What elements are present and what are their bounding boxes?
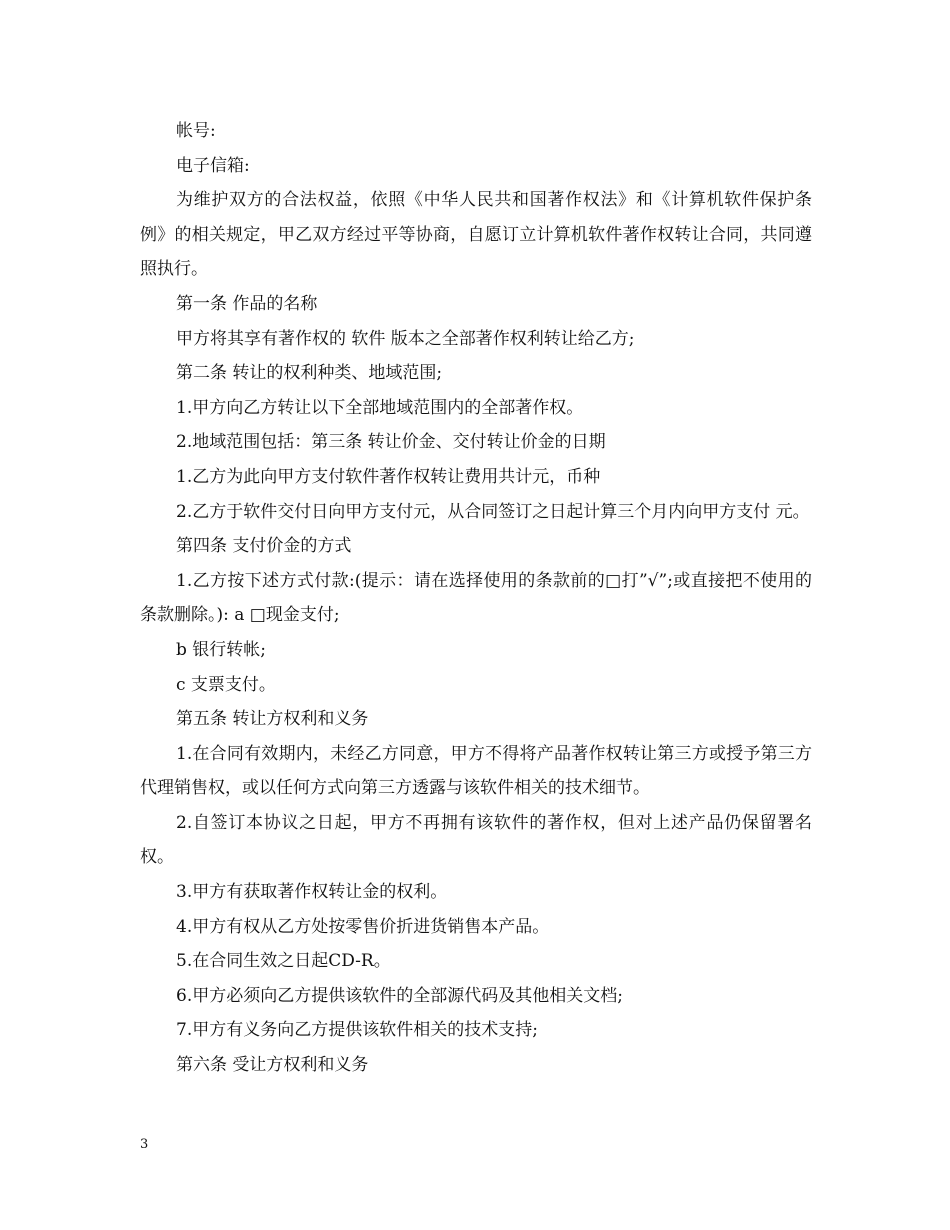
article-5-item-1: 1.在合同有效期内，未经乙方同意，甲方不得将产品著作权转让第三方或授予第三方代理销售权，或以任何方式向第三方透露与该软件相关的技术细节。 xyxy=(140,743,812,799)
article-4-heading: 第四条 支付价金的方式 xyxy=(176,536,352,557)
article-5-item-3: 3.甲方有获取著作权转让金的权利。 xyxy=(176,882,448,903)
paragraph-account: 帐号: xyxy=(176,121,216,141)
article-4-option-b: b 银行转帐; xyxy=(176,639,267,660)
paragraph-preamble: 为维护双方的合法权益，依照《中华人民共和国著作权法》和《计算机软件保护条例》的相关规定，甲乙双方经过平等协商，自愿订立计算机软件著作权转让合同，共同遵照执行。 xyxy=(140,190,812,280)
article-5-item-7: 7.甲方有义务向乙方提供该软件相关的技术支持; xyxy=(176,1020,538,1041)
article-4-option-c: c 支票支付。 xyxy=(176,674,276,695)
article-1-heading: 第一条 作品的名称 xyxy=(176,293,318,314)
article-2-item-1: 1.甲方向乙方转让以下全部地域范围内的全部著作权。 xyxy=(176,397,584,418)
article-2-item-2: 2.地域范围包括：第三条 转让价金、交付转让价金的日期 xyxy=(176,432,606,453)
article-5-item-5: 5.在合同生效之日起CD-R。 xyxy=(176,951,391,972)
article-5-item-4: 4.甲方有权从乙方处按零售价折进货销售本产品。 xyxy=(176,916,550,937)
page-number: 3 xyxy=(140,1137,149,1152)
article-3-item-2: 2.乙方于软件交付日向甲方支付元，从合同签订之日起计算三个月内向甲方支付 元。 xyxy=(176,501,810,522)
article-4-item-1: 1.乙方按下述方式付款:(提示：请在选择使用的条款前的□打”√”;或直接把不使用的条款删除。): a □现金支付; xyxy=(140,570,812,626)
article-6-heading: 第六条 受让方权利和义务 xyxy=(176,1055,369,1076)
article-5-item-6: 6.甲方必须向乙方提供该软件的全部源代码及其他相关文档; xyxy=(176,985,623,1006)
article-1-text: 甲方将其享有著作权的 软件 版本之全部著作权利转让给乙方; xyxy=(176,328,635,349)
article-2-heading: 第二条 转让的权利种类、地域范围; xyxy=(176,363,443,384)
paragraph-email: 电子信箱: xyxy=(176,155,250,176)
article-5-item-2: 2.自签订本协议之日起，甲方不再拥有该软件的著作权，但对上述产品仍保留署名权。 xyxy=(140,812,812,868)
article-3-item-1: 1.乙方为此向甲方支付软件著作权转让费用共计元，币种 xyxy=(176,466,601,487)
article-5-heading: 第五条 转让方权利和义务 xyxy=(176,709,369,730)
document-body xyxy=(140,114,812,1083)
